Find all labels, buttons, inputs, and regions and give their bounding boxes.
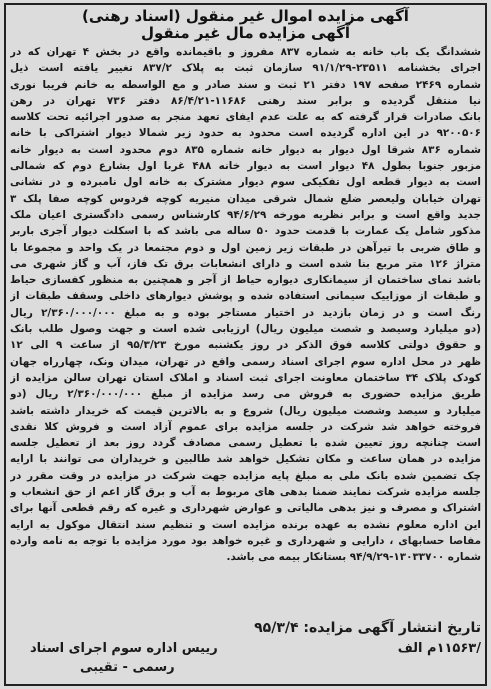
notice-text-line: چک تضمین شده بانک ملی به مبلغ پایه مزایده جهت شرکت در مزایده در وقت مقرر در (10, 469, 481, 482)
notice-text-line: مزایده در همان ساعت و مکان تشکیل خواهد شد طالبین و خریداران می توانند با ارایه (10, 453, 481, 466)
notice-text-line: شماره ۱۳۰۳۳۷۰۰-۹۴/۹/۲۹ بستانکار بیمه می باشد. (226, 551, 481, 564)
notice-text-line: و طاق ضربی با تیرآهن در طبقات زیر زمین اول و دوم مجتمعا در یک واحد و مجموعا با (10, 241, 481, 254)
signatory-subtitle: رسمی - تقیبی (80, 660, 175, 675)
notice-text-line: است چنانچه روز تعیین شده با تعطیل رسمی مصادف گردد روز بعد از تعطیل جلسه (10, 437, 481, 450)
notice-text-line: ظهر در محل اداره سوم اجرای اسناد رسمی واقع در تهران، میدان ونک، چهارراه جهان (10, 355, 481, 368)
notice-text-line: کودک پلاک ۳۴ ساختمان معاونت اجرای ثبت اسناد و املاک استان تهران سالن مزایده از (10, 371, 481, 384)
notice-text-line: فروخته خواهد شد شرکت در جلسه مزایده برای عموم آزاد است و فروش کلا نقدی (10, 420, 481, 433)
notice-text-line: بانک صادرات قرار گرفته که به علت عدم ایفای تعهد منجر به صدور اجرائیه تحت کلاسه (10, 111, 481, 124)
notice-text-line: تهران خیابان ولیعصر ضلع شمال شرقی میدان منیریه کوچه فردوس کوچه صفا پلک ۳ (10, 192, 481, 205)
notice-text-line: و حقوق دولتی کلاسه فوق الذکر در روز یکشنبه مورخ ۹۵/۳/۲۳ از ساعت ۹ الی ۱۲ (10, 339, 481, 352)
signatory-title: رییس اداره سوم اجرای اسناد (30, 641, 218, 656)
notice-text-line: متراژ ۱۲۶ متر مربع بنا شده است و دارای انشعابات برق تک فاز، آب و گاز شهری می (10, 257, 481, 270)
notice-text-line: شماره ۸۳۶ شرقا اول دیوار به دیوار خانه شماره ۸۳۵ دوم محدود است به دیوار خانه (10, 143, 481, 156)
notice-text-line: این اداره معلوم نشده به عهده برنده مزایده است و تنظیم سند انتقال موکول به ارایه (10, 518, 481, 531)
notice-text-line: میلیارد و سیصد وشصت میلیون ریال) شروع و به بالاترین قیمت که خریدار داشته باشد (10, 404, 481, 417)
notice-text-line: اجرای بخشنامه ۲۳۵۱۱-۹۱/۱/۲۹ سازمان ثبت به پلاک ۸۳۷/۲ تغییر یافته است ذیل (10, 62, 481, 75)
notice-text-line: و طبقات از موزاییک سیمانی استفاده شده و پوشش دیوارهای داخلی وسقف طبقات از (10, 290, 481, 303)
notice-body (10, 44, 481, 566)
notice-text-line: (دو میلیارد وسیصد و شصت میلیون ریال) ارزیابی شده است و جهت وصول طلب بانک (10, 323, 481, 336)
publish-date: تاریخ انتشار آگهی مزایده: ۹۵/۳/۴ (254, 620, 481, 636)
signature-row (10, 641, 481, 661)
notice-text-line: است به دیوار قطعه اول تفکیکی سوم دیوار مشترک به خانه اول نامبرده و در نشانی (10, 176, 481, 189)
notice-text-line: اشتراک و مصرف و نیز بدهی مالیاتی و عوارض شهرداری و غیره که رقم قطعی آنها برای (10, 502, 481, 515)
notice-text-line: مزبور جنوبا بطول ۴۸ دیوار است به دیوار خانه ۴۸۸ غربا اول بشارع دوم که شمالی (10, 160, 481, 173)
notice-text-line: شماره ۲۴۶۹ صفحه ۱۹۷ دفتر ۲۱ ثبت و سند صادر و مع الواسطه به خانم فریبا نوری (10, 78, 481, 91)
notice-text-line: رنگ است و در زمان بازدید در اختیار مستاجر بوده و به مبلغ ۲/۳۶۰/۰۰۰/۰۰۰ ریال (10, 306, 481, 319)
notice-text-line: مذکور شامل یک عمارت با قدمت حدود ۵۰ ساله می باشد که با اسکلت دیوار آجری باربر (10, 225, 481, 238)
notice-text-line: ششدانگ یک باب خانه به شماره ۸۳۷ مفروز و باقیمانده واقع در بخش ۴ تهران که در (10, 46, 481, 58)
notice-text-line: طریق مزایده حضوری به فروش می رسد مزایده از مبلغ ۲/۳۶۰/۰۰۰/۰۰۰ ریال (دو (10, 388, 481, 401)
notice-text-line: نیا منتقل گردیده و برابر سند رهنی ۱۱۶۸۶-۸۶/۴/۲۱ دفتر ۷۳۶ تهران در رهن (10, 94, 481, 107)
notice-title: آگهی مزایده اموال غیر منقول (اسناد رهنی) (82, 7, 409, 25)
notice-subtitle: آگهی مزایده مال غیر منقول (140, 24, 350, 42)
notice-text-line: ۹۲۰۰۵۰۶ در این اداره گردیده است محدود به حدود زیر شمالا دیوار اشتراکی با خانه (10, 127, 481, 140)
notice-text-line: باشد نمای ساختمان از سیمانکاری دیواره حیاط از آجر و همچنین به منظور کفسازی حیاط (10, 274, 481, 287)
notice-text-line: جلسه مزایده شرکت نمایند ضمنا بدهی های مربوط به آب و برق گاز اعم از حق انشعاب و (10, 486, 481, 499)
notice-text-line: مفاصا حسابهای ، دارایی و شهرداری و غیره خواهد بود مورد مزایده با توجه به نامه وارده (10, 534, 481, 547)
reference-number: /۱۱۵۶۳م الف (397, 641, 481, 656)
notice-text-line: جدید واقع است و برابر نظریه مورخه ۹۴/۶/۲۹ کارشناس رسمی دادگستری اعیان ملک (10, 208, 481, 221)
